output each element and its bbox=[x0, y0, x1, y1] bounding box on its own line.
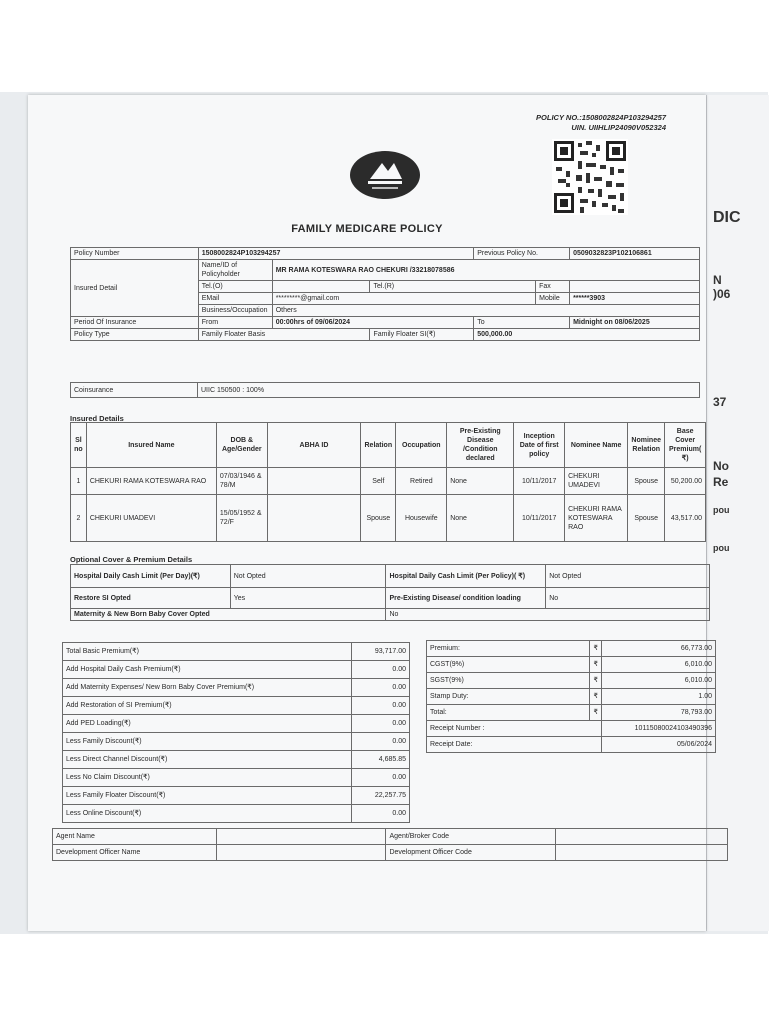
cell-occupation: Housewife bbox=[396, 495, 447, 542]
premium-label: Less Online Discount(₹) bbox=[63, 805, 352, 823]
table-row bbox=[427, 641, 716, 657]
business-value: Others bbox=[272, 305, 699, 317]
policy-details-table bbox=[70, 247, 700, 341]
insured-detail-label: Insured Detail bbox=[71, 260, 199, 317]
table-row bbox=[63, 733, 410, 751]
hdc-policy-value: Not Opted bbox=[546, 565, 710, 588]
fax-label: Fax bbox=[536, 281, 570, 293]
col-relation: Relation bbox=[361, 423, 396, 468]
cell-nominee-relation: Spouse bbox=[628, 468, 665, 495]
name-label: Name/ID of Policyholder bbox=[198, 260, 272, 281]
cell-sl: 1 bbox=[71, 468, 87, 495]
premium-label: Less Family Floater Discount(₹) bbox=[63, 787, 352, 805]
previous-policy-label: Previous Policy No. bbox=[474, 248, 570, 260]
cell-premium: 50,200.00 bbox=[665, 468, 706, 495]
premium-value: 0.00 bbox=[352, 679, 410, 697]
col-inception: Inception Date of first policy bbox=[514, 423, 565, 468]
premium-value: 93,717.00 bbox=[352, 643, 410, 661]
total-label: Receipt Date: bbox=[427, 737, 602, 753]
document-title: FAMILY MEDICARE POLICY bbox=[291, 223, 443, 235]
table-row bbox=[63, 679, 410, 697]
tel-o-label: Tel.(O) bbox=[198, 281, 272, 293]
policy-number-label: Policy Number bbox=[71, 248, 199, 260]
total-label: Receipt Number : bbox=[427, 721, 602, 737]
side-text: DIC bbox=[713, 209, 741, 226]
cell-relation: Spouse bbox=[361, 495, 396, 542]
col-sl: Sl no bbox=[71, 423, 87, 468]
maternity-value: No bbox=[386, 609, 710, 621]
cell-inception: 10/11/2017 bbox=[514, 468, 565, 495]
side-text: pou bbox=[713, 505, 730, 515]
total-label: Premium: bbox=[427, 641, 590, 657]
col-ped: Pre-Existing Disease /Condition declared bbox=[447, 423, 514, 468]
hdc-day-value: Not Opted bbox=[230, 565, 386, 588]
total-label: Stamp Duty: bbox=[427, 689, 590, 705]
table-row bbox=[63, 805, 410, 823]
coinsurance-table bbox=[70, 382, 700, 398]
table-row bbox=[63, 697, 410, 715]
table-row bbox=[63, 787, 410, 805]
cell-abha bbox=[267, 495, 361, 542]
adjacent-document bbox=[706, 95, 769, 931]
premium-value: 4,685.85 bbox=[352, 751, 410, 769]
cell-abha bbox=[267, 468, 361, 495]
premium-label: Add Restoration of SI Premium(₹) bbox=[63, 697, 352, 715]
table-row bbox=[71, 565, 710, 588]
premium-label: Total Basic Premium(₹) bbox=[63, 643, 352, 661]
name-value: MR RAMA KOTESWARA RAO CHEKURI /33218078586 bbox=[272, 260, 699, 281]
table-row bbox=[71, 609, 710, 621]
table-row bbox=[427, 657, 716, 673]
cell-ped: None bbox=[447, 468, 514, 495]
rupee-symbol: ₹ bbox=[590, 641, 602, 657]
email-value: *********@gmail.com bbox=[272, 293, 535, 305]
rupee-symbol: ₹ bbox=[590, 705, 602, 721]
side-text: pou bbox=[713, 543, 730, 553]
mobile-label: Mobile bbox=[536, 293, 570, 305]
cell-nominee: CHEKURI RAMA KOTESWARA RAO bbox=[565, 495, 628, 542]
previous-policy-value: 0509032823P102106861 bbox=[570, 248, 700, 260]
table-row bbox=[427, 689, 716, 705]
agent-code-value bbox=[556, 829, 728, 845]
maternity-label: Maternity & New Born Baby Cover Opted bbox=[71, 609, 386, 621]
tel-o-value bbox=[272, 281, 370, 293]
dev-code-value bbox=[556, 845, 728, 861]
policy-type-value: Family Floater Basis bbox=[198, 329, 370, 341]
col-nominee-relation: Nominee Relation bbox=[628, 423, 665, 468]
premium-value: 0.00 bbox=[352, 715, 410, 733]
cell-inception: 10/11/2017 bbox=[514, 495, 565, 542]
dev-name-value bbox=[216, 845, 386, 861]
total-label: Total: bbox=[427, 705, 590, 721]
total-value: 101150800241034903​96 bbox=[602, 721, 716, 737]
from-label: From bbox=[198, 317, 272, 329]
side-text: )06 bbox=[713, 287, 731, 301]
table-row bbox=[71, 468, 706, 495]
fax-value bbox=[570, 281, 700, 293]
insured-details-table bbox=[70, 422, 706, 542]
policy-document bbox=[28, 95, 712, 931]
policy-number-header: POLICY NO.:1508002824P103294257 bbox=[536, 113, 666, 122]
agent-details-table bbox=[52, 828, 728, 861]
table-row bbox=[427, 721, 716, 737]
qr-code-icon bbox=[552, 139, 628, 215]
mobile-value: ******3903 bbox=[570, 293, 700, 305]
insured-header-row bbox=[71, 423, 706, 468]
total-label: CGST(9%) bbox=[427, 657, 590, 673]
restore-value: Yes bbox=[230, 588, 386, 609]
ped-value: No bbox=[546, 588, 710, 609]
premium-value: 0.00 bbox=[352, 805, 410, 823]
agent-code-label: Agent/Broker Code bbox=[386, 829, 556, 845]
table-row bbox=[427, 705, 716, 721]
premium-label: Less No Claim Discount(₹) bbox=[63, 769, 352, 787]
agent-name-label: Agent Name bbox=[53, 829, 217, 845]
premium-value: 0.00 bbox=[352, 733, 410, 751]
policy-number-value: 1508002824P103294257 bbox=[198, 248, 474, 260]
floater-si-label: Family Floater SI(₹) bbox=[370, 329, 474, 341]
from-value: 00:00hrs of 09/06/2024 bbox=[272, 317, 474, 329]
premium-value: 0.00 bbox=[352, 697, 410, 715]
table-row bbox=[71, 329, 700, 341]
table-row bbox=[63, 643, 410, 661]
col-abha: ABHA ID bbox=[267, 423, 361, 468]
policy-type-label: Policy Type bbox=[71, 329, 199, 341]
ped-label: Pre-Existing Disease/ condition loading bbox=[386, 588, 546, 609]
premium-label: Less Family Discount(₹) bbox=[63, 733, 352, 751]
premium-label: Add Maternity Expenses/ New Born Baby Cover Premium(₹) bbox=[63, 679, 352, 697]
total-value: 6,010.00 bbox=[602, 673, 716, 689]
table-row bbox=[63, 715, 410, 733]
premium-totals-table bbox=[426, 640, 716, 753]
table-row bbox=[71, 248, 700, 260]
company-logo-icon bbox=[348, 149, 422, 201]
premium-value: 22,257.75 bbox=[352, 787, 410, 805]
table-row bbox=[53, 845, 728, 861]
premium-label: Less Direct Channel Discount(₹) bbox=[63, 751, 352, 769]
cell-dob: 15/05/1952 & 72/F bbox=[216, 495, 267, 542]
cell-ped: None bbox=[447, 495, 514, 542]
col-dob: DOB & Age/Gender bbox=[216, 423, 267, 468]
side-text: 37 bbox=[713, 395, 727, 409]
policy-header-info bbox=[536, 113, 666, 133]
col-occupation: Occupation bbox=[396, 423, 447, 468]
side-text: Re bbox=[713, 475, 729, 489]
premium-label: Add PED Loading(₹) bbox=[63, 715, 352, 733]
uin-header: UIN. UIIHLIP24090V052324 bbox=[571, 123, 666, 132]
premium-label: Add Hospital Daily Cash Premium(₹) bbox=[63, 661, 352, 679]
rupee-symbol: ₹ bbox=[590, 673, 602, 689]
tel-r-label: Tel.(R) bbox=[370, 281, 536, 293]
total-value: 66,773.00 bbox=[602, 641, 716, 657]
cell-name: CHEKURI UMADEVI bbox=[86, 495, 216, 542]
business-label: Business/Occupation bbox=[198, 305, 272, 317]
table-row bbox=[71, 495, 706, 542]
table-row bbox=[63, 769, 410, 787]
table-row bbox=[71, 383, 700, 398]
col-name: Insured Name bbox=[86, 423, 216, 468]
table-row bbox=[63, 751, 410, 769]
to-label: To bbox=[474, 317, 570, 329]
table-row bbox=[53, 829, 728, 845]
total-value: 05/06/2024 bbox=[602, 737, 716, 753]
col-nominee: Nominee Name bbox=[565, 423, 628, 468]
rupee-symbol: ₹ bbox=[590, 657, 602, 673]
email-label: EMail bbox=[198, 293, 272, 305]
col-premium: Base Cover Premium( ₹) bbox=[665, 423, 706, 468]
premium-breakdown-table bbox=[62, 642, 410, 823]
insured-section-title: Insured Details bbox=[70, 414, 124, 423]
total-label: SGST(9%) bbox=[427, 673, 590, 689]
total-value: 6,010.00 bbox=[602, 657, 716, 673]
cell-premium: 43,517.00 bbox=[665, 495, 706, 542]
cell-name: CHEKURI RAMA KOTESWARA RAO bbox=[86, 468, 216, 495]
cell-nominee: CHEKURI UMADEVI bbox=[565, 468, 628, 495]
restore-label: Restore SI Opted bbox=[71, 588, 231, 609]
cell-nominee-relation: Spouse bbox=[628, 495, 665, 542]
dev-name-label: Development Officer Name bbox=[53, 845, 217, 861]
coinsurance-value: UIIC 150500 : 100% bbox=[198, 383, 700, 398]
side-text: No bbox=[713, 459, 729, 473]
to-value: Midnight on 08/06/2025 bbox=[570, 317, 700, 329]
cell-sl: 2 bbox=[71, 495, 87, 542]
table-row bbox=[427, 673, 716, 689]
total-value: 78,793.00 bbox=[602, 705, 716, 721]
floater-si-value: 500,000.00 bbox=[474, 329, 700, 341]
dev-code-label: Development Officer Code bbox=[386, 845, 556, 861]
cell-relation: Self bbox=[361, 468, 396, 495]
premium-value: 0.00 bbox=[352, 769, 410, 787]
side-text: N bbox=[713, 273, 722, 287]
total-value: 1.00 bbox=[602, 689, 716, 705]
table-row bbox=[71, 317, 700, 329]
hdc-policy-label: Hospital Daily Cash Limit (Per Policy)( ₹) bbox=[386, 565, 546, 588]
rupee-symbol: ₹ bbox=[590, 689, 602, 705]
table-row bbox=[71, 260, 700, 281]
period-label: Period Of Insurance bbox=[71, 317, 199, 329]
cell-dob: 07/03/1946 & 78/M bbox=[216, 468, 267, 495]
hdc-day-label: Hospital Daily Cash Limit (Per Day)(₹) bbox=[71, 565, 231, 588]
agent-name-value bbox=[216, 829, 386, 845]
table-row bbox=[63, 661, 410, 679]
table-row bbox=[71, 588, 710, 609]
premium-value: 0.00 bbox=[352, 661, 410, 679]
table-row bbox=[427, 737, 716, 753]
optional-cover-table bbox=[70, 564, 710, 621]
cell-occupation: Retired bbox=[396, 468, 447, 495]
coinsurance-label: Coinsurance bbox=[71, 383, 198, 398]
optional-section-title: Optional Cover & Premium Details bbox=[70, 555, 193, 564]
